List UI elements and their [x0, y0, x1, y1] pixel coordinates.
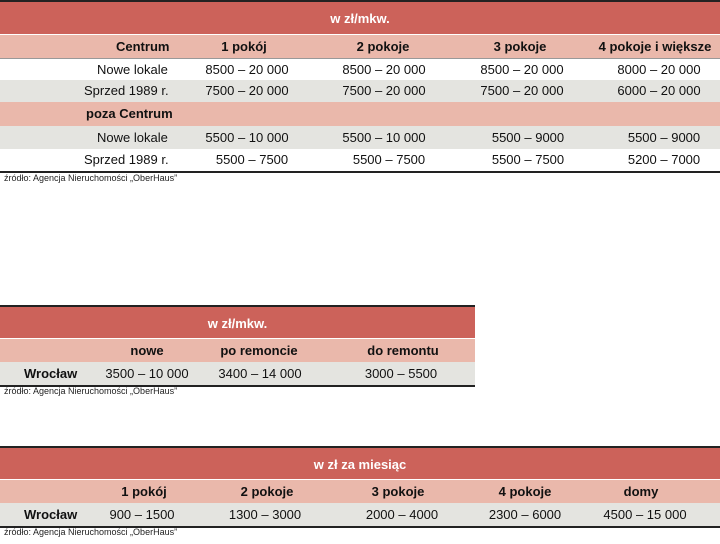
cell: 8000 – 20 000: [617, 62, 701, 77]
header-col-3: 3 pokoje: [371, 484, 425, 499]
section-label: poza Centrum: [86, 106, 173, 121]
table1-source: źródło: Agencja Nieruchomości „OberHaus”: [4, 173, 178, 183]
header-col-2: po remoncie: [220, 343, 298, 358]
header-col-1: nowe: [130, 343, 164, 358]
table2-title: w zł/mkw.: [0, 305, 475, 338]
cell: 2000 – 4000: [365, 507, 439, 522]
header-col-1: 1 pokój: [121, 484, 167, 499]
row-label: Nowe lokale: [97, 62, 168, 77]
cell: 5200 – 7000: [627, 152, 701, 167]
cell: 5500 – 9000: [491, 130, 565, 145]
row-label: Nowe lokale: [97, 130, 168, 145]
table1-header-row: [0, 34, 720, 58]
table1-title: w zł/mkw.: [0, 0, 720, 34]
header-col-1: 1 pokój: [221, 39, 267, 54]
sale-prices-table: [0, 0, 720, 173]
cell: 3000 – 5500: [364, 366, 438, 381]
cell: 3400 – 14 000: [218, 366, 302, 381]
header-col-2: 2 pokoje: [240, 484, 294, 499]
cell: 4500 – 15 000: [603, 507, 687, 522]
table-row: [0, 80, 720, 102]
header-col-4: 4 pokoje: [498, 484, 552, 499]
cell: 900 – 1500: [109, 507, 175, 522]
cell: 7500 – 20 000: [480, 83, 564, 98]
table3-source: źródło: Agencja Nieruchomości „OberHaus”: [4, 527, 178, 537]
section-poza-centrum: [0, 102, 720, 126]
table-row: [0, 149, 720, 173]
row-label: Wrocław: [24, 366, 78, 381]
table-row: [0, 503, 720, 528]
row-label: Wrocław: [24, 507, 78, 522]
cell: 5500 – 7500: [215, 152, 289, 167]
table-row: [0, 362, 475, 387]
table2-header-row: [0, 338, 475, 362]
cell: 3500 – 10 000: [105, 366, 189, 381]
header-col-4: 4 pokoje i większe: [598, 39, 712, 54]
cell: 2300 – 6000: [488, 507, 562, 522]
table-row: [0, 58, 720, 80]
header-col-3: 3 pokoje: [493, 39, 547, 54]
table-row: [0, 126, 720, 149]
table3-title: w zł za miesiąc: [0, 446, 720, 479]
cell: 5500 – 7500: [491, 152, 565, 167]
header-centrum: Centrum: [116, 39, 170, 54]
cell: 7500 – 20 000: [205, 83, 289, 98]
table3-header-row: [0, 479, 720, 503]
cell: 8500 – 20 000: [480, 62, 564, 77]
cell: 8500 – 20 000: [342, 62, 426, 77]
table2-source: źródło: Agencja Nieruchomości „OberHaus”: [4, 386, 178, 396]
header-col-2: 2 pokoje: [356, 39, 410, 54]
row-label: Sprzed 1989 r.: [84, 152, 169, 167]
cell: 5500 – 10 000: [205, 130, 289, 145]
cell: 5500 – 7500: [352, 152, 426, 167]
wroclaw-condition-table: [0, 305, 475, 387]
cell: 5500 – 10 000: [342, 130, 426, 145]
cell: 6000 – 20 000: [617, 83, 701, 98]
header-col-5: domy: [623, 484, 659, 499]
cell: 7500 – 20 000: [342, 83, 426, 98]
cell: 1300 – 3000: [228, 507, 302, 522]
header-col-3: do remontu: [367, 343, 439, 358]
cell: 8500 – 20 000: [205, 62, 289, 77]
cell: 5500 – 9000: [627, 130, 701, 145]
row-label: Sprzed 1989 r.: [84, 83, 169, 98]
rent-prices-table: [0, 446, 720, 528]
